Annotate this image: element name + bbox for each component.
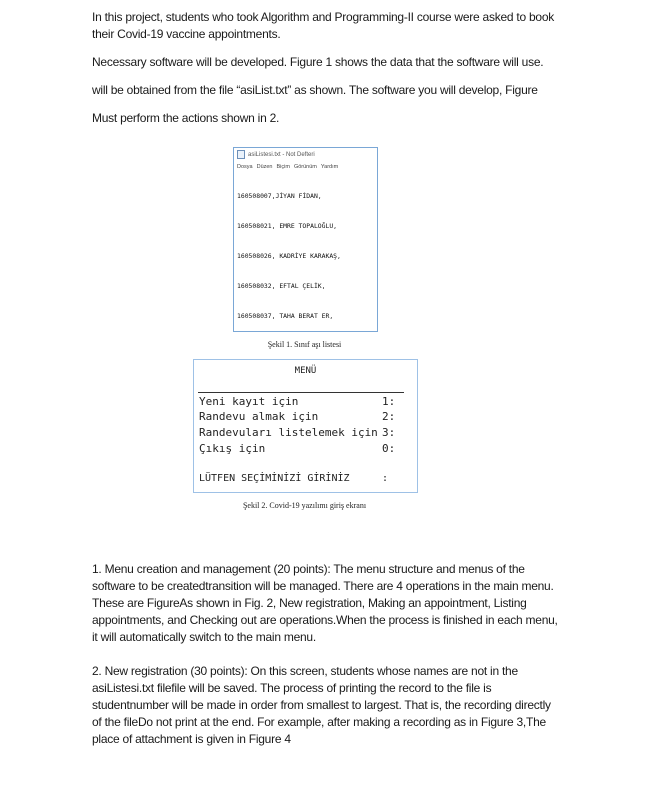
menu-option-label: Randevuları listelemek için: [199, 426, 378, 439]
section2-paragraph: 2. New registration (30 points): On this screen, students whose names are not in the asiListesi.txt filefile will be saved. The process of printing the record to the file is studentnumber will be made in order from smallest to largest. That is, the recording directly of the fileDo not print at the end. For example, after making a recording as in Figure 3,The place of attachment is given in Figure 4: [92, 664, 551, 746]
notepad-menu-item: Biçim: [276, 164, 290, 170]
student-line: 160508037, TAHA BERAT ER,: [237, 312, 334, 320]
notepad-menubar: [234, 161, 377, 171]
menu-selection-prompt: [199, 473, 404, 484]
menu-option-label: Çıkış için: [199, 442, 266, 455]
menu-option-key: 2:: [382, 410, 396, 423]
notepad-menu-item: Yardım: [320, 164, 339, 170]
menu-option-appointment: [199, 410, 404, 423]
figure1-caption: Şekil 1. Sınıf aşı listesi: [267, 340, 342, 349]
menu-option-key: 0:: [382, 442, 396, 455]
menu-option-key: 1:: [382, 395, 396, 408]
menu-option-label: Yeni kayıt için: [199, 395, 299, 408]
menu-option-label: Randevu almak için: [199, 410, 319, 423]
menu-title: MENÜ: [294, 366, 317, 376]
intro-paragraph-1: In this project, students who took Algorithm and Programming-II course were asked to book their Covid-19 vaccine appointments.: [92, 10, 554, 41]
student-line: 160508007,JİYAN FİDAN,: [237, 192, 322, 200]
notepad-content: [234, 171, 377, 332]
notepad-title: asiListesi.txt - Not Defteri: [248, 151, 315, 158]
intro-paragraph-3: will be obtained from the file “asiList.txt” as shown. The software you will develop, Figure: [92, 83, 538, 97]
menu-option-list-appointments: [199, 426, 404, 439]
notepad-menu-item: Görünüm: [293, 164, 317, 170]
notepad-titlebar: [234, 148, 377, 161]
intro-paragraph-2: Necessary software will be developed. Figure 1 shows the data that the software will use.: [92, 55, 544, 69]
text-file-icon: [237, 150, 245, 159]
notepad-menu-item: Düzen: [256, 164, 273, 170]
notepad-menu-item: Dosya: [237, 164, 253, 170]
menu-prompt-colon: :: [382, 473, 389, 484]
figure2-menu-screen: [193, 359, 418, 493]
menu-divider: [198, 392, 404, 393]
figure2-caption: Şekil 2. Covid-19 yazılımı giriş ekranı: [242, 501, 367, 510]
menu-option-new-registration: [199, 395, 404, 408]
student-line: 160508032, EFTAL ÇELİK,: [237, 282, 326, 290]
student-line: 160508021, EMRE TOPALOĞLU,: [237, 222, 338, 230]
menu-prompt-label: LÜTFEN SEÇİMİNİZİ GİRİNİZ: [199, 473, 350, 484]
menu-option-exit: [199, 442, 404, 455]
menu-option-key: 3:: [382, 426, 396, 439]
intro-paragraph-4: Must perform the actions shown in 2.: [92, 111, 280, 125]
student-line: 160508026, KADRİYE KARAKAŞ,: [237, 252, 341, 260]
figure1-notepad-window: [233, 147, 378, 332]
section1-paragraph: 1. Menu creation and management (20 points): The menu structure and menus of the software to be createdtransition will be managed. There are 4 operations in the main menu. These are FigureAs shown in Fig. 2, New registration, Making an appointment, Listing appointments, and Checking out are operations.When the process is finished in each menu, it will automatically switch to the main menu.: [92, 562, 558, 644]
